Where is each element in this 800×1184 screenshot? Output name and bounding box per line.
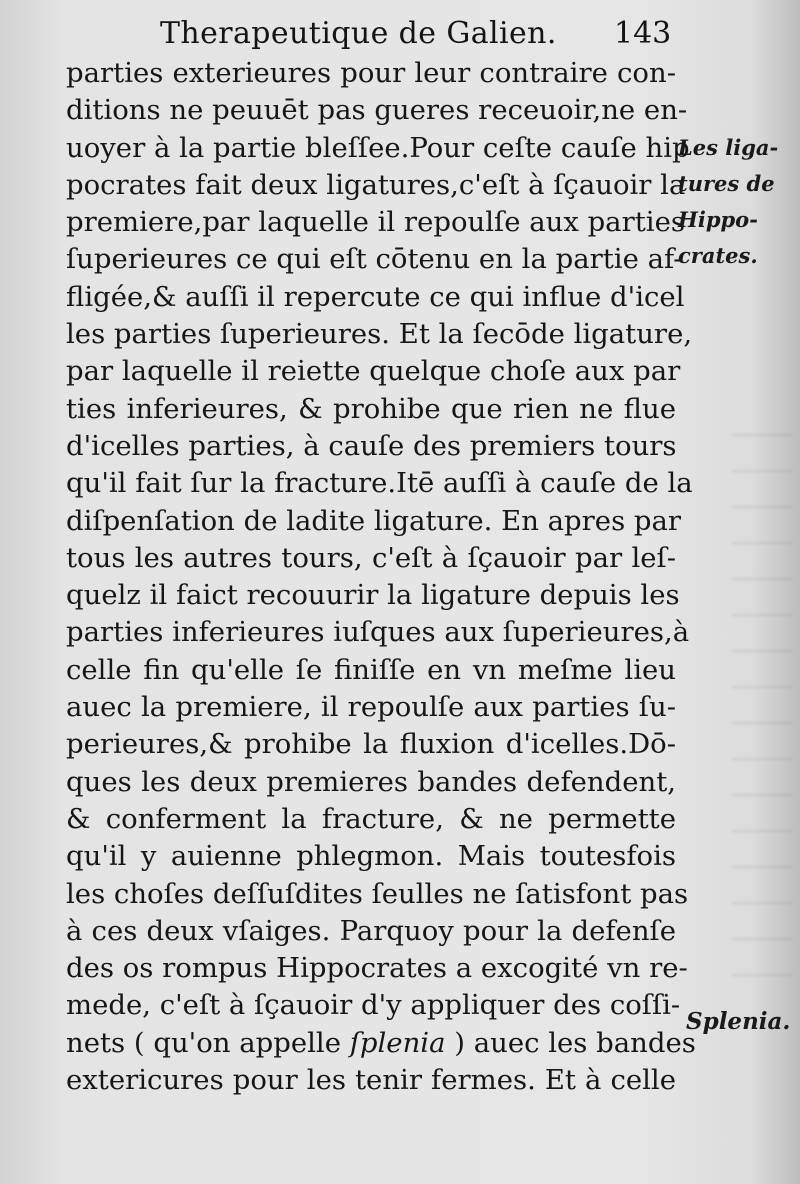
text-line: extericures pour les tenir fermes. Et à celle [66,1064,676,1097]
text-line: qu'il fait ſur la fracture.Itē auſſi à cauſe de la [66,467,693,500]
text-line: & conferment la fracture, & ne permette [66,802,676,835]
text-line: perieures,& prohibe la fluxion d'icelles.Dō- [66,728,676,761]
show-through-text [732,400,792,1000]
text-line-splenia [66,1025,696,1062]
text-segment: ) auec les bandes [445,1026,696,1059]
text-segment: nets ( qu'on appelle [66,1026,350,1059]
text-line: fligée,& auſſi il repercute ce qui influe d'icel [66,280,685,313]
text-line: ditions ne peuuēt pas gueres receuoir,ne en- [66,94,688,127]
marginal-note-line: tures de [678,171,775,196]
marginal-note-line: crates. [678,243,758,268]
page-header [0,14,800,54]
text-line: tous les autres tours, c'eſt à ſçauoir par leſ- [66,541,676,574]
text-line: d'icelles parties, à cauſe des premiers tours [66,429,677,462]
page-number: 143 [614,16,672,51]
italic-term-splenia: ſplenia [349,1026,446,1059]
text-line: premiere,par laquelle il repoulſe aux parties [66,206,685,239]
text-line: parties inferieures iuſques aux ſuperieures,à [66,616,690,649]
text-line: des os rompus Hippocrates a excogité vn re- [66,952,688,985]
text-line: qu'il y auienne phlegmon. Mais toutesfois [66,840,676,873]
marginal-note-line: Hippo- [678,207,758,232]
marginal-note-line: Les liga- [678,135,779,160]
text-line: à ces deux vſaiges. Parquoy pour la defenſe [66,914,676,947]
text-line: ques les deux premieres bandes defendent, [66,765,676,798]
text-line: ties inferieures, & prohibe que rien ne flue [66,392,676,425]
main-text [66,55,696,1099]
marginal-note-splenia: Splenia. [686,1008,791,1035]
marginal-note-ligatures [678,130,796,274]
text-line: diſpenſation de ladite ligature. En apres par [66,504,682,537]
text-line: par laquelle il reiette quelque choſe aux par [66,355,681,388]
text-line: ſuperieures ce qui eſt cōtenu en la partie af- [66,243,683,276]
text-line: auec la premiere, il repoulſe aux parties ſu- [66,691,676,724]
text-line: les choſes deſſuſdites ſeulles ne ſatisfont pas [66,877,689,910]
text-line: mede, c'eſt à ſçauoir d'y appliquer des coſſi- [66,989,681,1022]
text-line: celle fin qu'elle ſe finiſſe en vn meſme lieu [66,653,676,686]
running-title: Therapeutique de Galien. [160,16,557,51]
text-line: uoyer à la partie bleſſee.Pour ceſte cauſe hip [66,131,690,164]
text-line: parties exterieures pour leur contraire con- [66,57,676,89]
text-line: quelz il faict recouurir la ligature depuis les [66,579,680,612]
text-line: pocrates fait deux ligatures,c'eſt à ſçauoir la [66,168,686,201]
text-line: les parties ſuperieures. Et la ſecōde ligature, [66,318,693,351]
